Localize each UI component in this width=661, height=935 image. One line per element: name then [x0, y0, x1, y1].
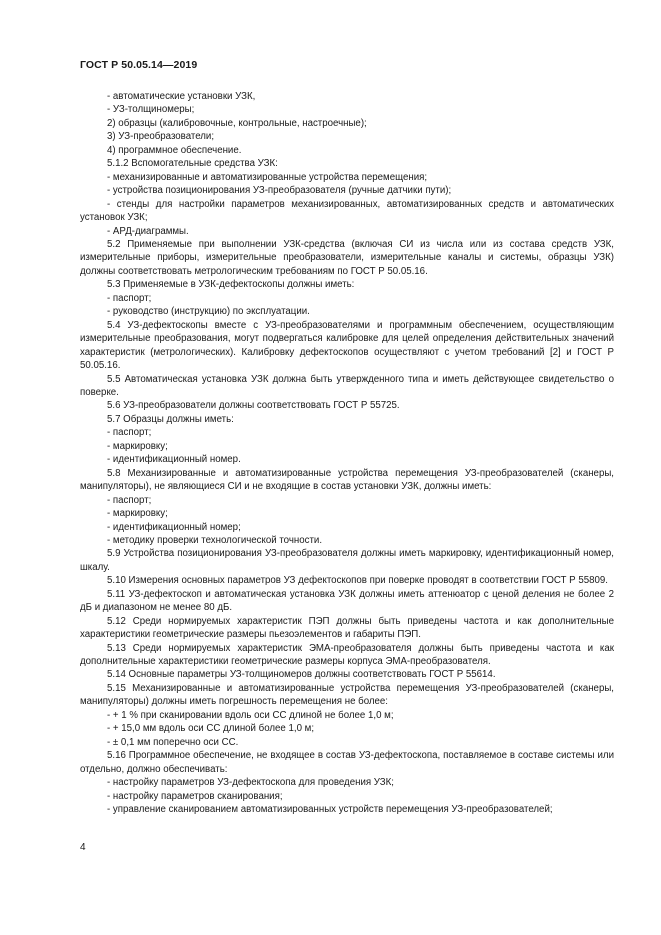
paragraph: 2) образцы (калибровочные, контрольные, настроечные);: [107, 117, 367, 129]
paragraph: 5.10 Измерения основных параметров УЗ дефектоскопов при поверке проводят в соответствии ГОСТ Р 55809.: [107, 575, 608, 587]
paragraph: 5.5 Автоматическая установка УЗК должна быть утвержденного типа и иметь действующее свидетельство о поверке.: [80, 373, 614, 398]
paragraph: - идентификационный номер.: [107, 454, 241, 466]
paragraph: - идентификационный номер;: [107, 521, 241, 533]
paragraph: - ± 0,1 мм поперечно оси СС.: [107, 736, 239, 748]
paragraph: - руководство (инструкцию) по эксплуатации.: [107, 306, 310, 318]
paragraph: 4) программное обеспечение.: [107, 144, 242, 156]
paragraph: - настройку параметров сканирования;: [107, 790, 283, 802]
paragraph: 5.1.2 Вспомогательные средства УЗК:: [107, 158, 278, 170]
paragraph: 5.16 Программное обеспечение, не входящее в состав УЗ-дефектоскопа, поставляемое в составе системы или отдельно, должно обеспечивать:: [80, 750, 614, 775]
paragraph: 5.12 Среди нормируемых характеристик ПЭП должны быть приведены частота и как дополнительные характеристики геометрические размеры пьезоэлементов и габариты ПЭП.: [80, 615, 614, 641]
paragraph: 5.14 Основные параметры УЗ-толщиномеров должны соответствовать ГОСТ Р 55614.: [107, 669, 496, 681]
paragraph: - механизированные и автоматизированные устройства перемещения;: [107, 171, 428, 183]
paragraph: - устройства позиционирования УЗ-преобразователя (ручные датчики пути);: [107, 185, 452, 197]
paragraph: - + 15,0 мм вдоль оси СС длиной более 1,0 м;: [107, 723, 315, 735]
paragraph: - паспорт;: [107, 427, 152, 439]
paragraph: 5.3 Применяемые в УЗК-дефектоскопы должны иметь:: [107, 279, 355, 291]
paragraph: - паспорт;: [107, 494, 152, 506]
paragraph: 5.7 Образцы должны иметь:: [107, 413, 234, 425]
document-body: [80, 90, 614, 816]
paragraph: - автоматические установки УЗК,: [107, 91, 256, 102]
paragraph: 5.4 УЗ-дефектоскопы вместе с УЗ-преобразователями и программным обеспечением, осуществляющим измерительные преобразования, могут подвергаться калибровке для целей определения действительных значений характеристик (метрологических). Калибровку дефектоскопов осуществляют с учетом требований [2] и ГОСТ Р 50.05.16.: [80, 319, 614, 372]
paragraph: 5.9 Устройства позиционирования УЗ-преобразователя должны иметь маркировку, идентификационный номер, шкалу.: [80, 548, 614, 573]
paragraph: - настройку параметров УЗ-дефектоскопа для проведения УЗК;: [107, 777, 394, 789]
paragraph: - АРД-диаграммы.: [107, 225, 189, 237]
paragraph: 5.6 УЗ-преобразователи должны соответствовать ГОСТ Р 55725.: [107, 400, 400, 412]
paragraph: - стенды для настройки параметров механизированных, автоматизированных средств и автоматических установок УЗК;: [80, 198, 614, 224]
paragraph: - методику проверки технологической точности.: [107, 534, 323, 546]
paragraph: 5.2 Применяемые при выполнении УЗК-средства (включая СИ из числа или из состава средств УЗК, измерительные приборы, измерительные преобразователи, измерительные каналы и системы, образцы УЗК) должны соответствовать метрологическим требованиям по ГОСТ Р 50.05.16.: [80, 238, 614, 277]
paragraph: - управление сканированием автоматизированных устройств перемещения УЗ-преобразователей;: [107, 804, 553, 816]
paragraph: - паспорт;: [107, 292, 152, 304]
paragraph: 5.15 Механизированные и автоматизированные устройства перемещения УЗ-преобразователей (сканеры, манипуляторы) должны иметь погрешность перемещения не более:: [80, 682, 614, 708]
paragraph: - маркировку;: [107, 508, 168, 520]
paragraph: 5.13 Среди нормируемых характеристик ЭМА-преобразователя должны быть приведены частота и как дополнительные характеристики геометрические размеры корпуса ЭМА-преобразователя.: [80, 642, 614, 668]
page-number: 4: [80, 842, 86, 853]
paragraph: - + 1 % при сканировании вдоль оси СС длиной не более 1,0 м;: [107, 709, 394, 721]
paragraph: 5.8 Механизированные и автоматизированные устройства перемещения УЗ-преобразователей (сканеры, манипуляторы), не являющиеся СИ и не входящие в состав установки УЗК, должны иметь:: [80, 467, 614, 493]
paragraph: - УЗ-толщиномеры;: [107, 104, 195, 116]
paragraph: 5.11 УЗ-дефектоскоп и автоматическая установка УЗК должны иметь аттенюатор с ценой деления не более 2 дБ и диапазоном не менее 80 дБ.: [80, 588, 614, 614]
paragraph: - маркировку;: [107, 440, 168, 452]
document-header: ГОСТ Р 50.05.14—2019: [80, 59, 198, 71]
paragraph: 3) УЗ-преобразователи;: [107, 131, 215, 143]
